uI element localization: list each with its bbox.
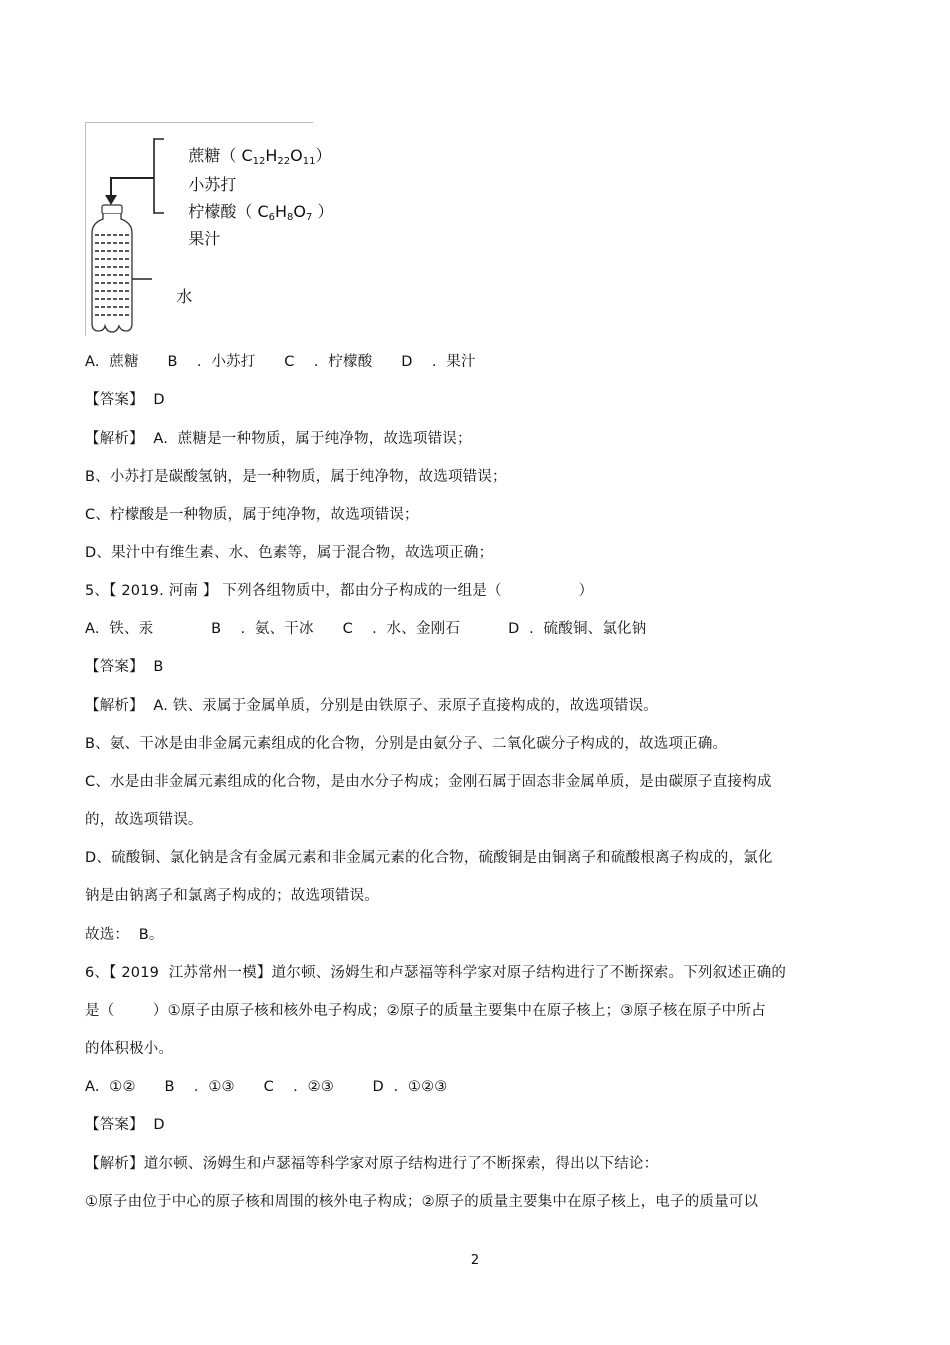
sucrose-c-sub: 12 (252, 156, 266, 167)
q4-answer: 【答案】 D (85, 392, 165, 408)
citric-h: H (275, 202, 288, 221)
label-juice (168, 212, 220, 266)
citric-text: 柠檬酸 (188, 202, 237, 221)
citric-o: O (293, 202, 306, 221)
citric-formula-close: ） (312, 202, 334, 221)
q4-analysis-a: 【解析】 A. 蔗糖是一种物质，属于纯净物，故选项错误； (85, 431, 472, 447)
q6-stem-cont: 是（ ）①原子由原子核和核外电子构成；②原子的质量主要集中在原子核上；③原子核在原子中所占 (85, 1003, 766, 1019)
ingredient-bracket (154, 139, 164, 213)
citric-c-sub: 6 (268, 212, 275, 223)
q5-analysis-c: C、水是由非金属元素组成的化合物，是由水分子构成；金刚石属于固态非金属单质，是由碳原子直接构成 (85, 774, 772, 790)
q4-analysis-c: C、柠檬酸是一种物质，属于纯净物，故选项错误； (85, 507, 419, 523)
q4-options: A. 蔗糖 B . 小苏打 C . 柠檬酸 D . 果汁 (85, 354, 476, 370)
label-water (156, 270, 192, 324)
sucrose-o-sub: 11 (302, 156, 316, 167)
q5-options: A. 铁、汞 B . 氨、干冰 C . 水、金刚石 D . 硫酸铜、氯化钠 (85, 621, 647, 637)
q5-conclusion: 故选： B。 (85, 927, 164, 943)
citric-c: C (257, 202, 269, 221)
juice-text: 果汁 (188, 229, 221, 248)
q5-analysis-d: D、硫酸铜、氯化钠是含有金属元素和非金属元素的化合物，硫酸铜是由铜离子和硫酸根离子构成的，氯化 (85, 850, 773, 866)
sucrose-formula-open: （ (220, 146, 242, 165)
q4-analysis-b: B、小苏打是碳酸氢钠，是一种物质，属于纯净物，故选项错误； (85, 469, 507, 485)
citric-o-sub: 7 (306, 212, 313, 223)
sucrose-formula-close: ） (315, 146, 332, 165)
q6-stem: 6、【 2019 江苏常州一模】道尔顿、汤姆生和卢瑟福等科学家对原子结构进行了不断探索。下列叙述正确的 (85, 965, 787, 981)
q5-answer: 【答案】 B (85, 659, 164, 675)
q5-analysis-c-cont: 的，故选项错误。 (85, 812, 203, 828)
bottle-figure (85, 122, 334, 336)
bottle-outline (92, 214, 132, 332)
page-number: 2 (470, 1253, 480, 1268)
bottle-cap (102, 205, 122, 214)
sucrose-c: C (241, 146, 253, 165)
sucrose-text: 蔗糖 (188, 146, 221, 165)
q5-analysis-b: B、氨、干冰是由非金属元素组成的化合物，分别是由氨分子、二氧化碳分子构成的，故选项正确。 (85, 736, 728, 752)
arrow-line (111, 178, 154, 197)
q6-analysis: 【解析】道尔顿、汤姆生和卢瑟福等科学家对原子结构进行了不断探索，得出以下结论： (85, 1156, 659, 1172)
arrow-head (105, 195, 117, 205)
citric-h-sub: 8 (287, 212, 294, 223)
q6-answer: 【答案】 D (85, 1117, 165, 1133)
water-text: 水 (176, 287, 193, 306)
q5-stem: 5、【 2019. 河南 】 下列各组物质中，都由分子构成的一组是（ ） (85, 583, 594, 599)
q6-options: A. ①② B . ①③ C . ②③ D . ①②③ (85, 1079, 448, 1095)
sucrose-h-sub: 22 (277, 156, 291, 167)
soda-text: 小苏打 (188, 175, 237, 194)
sucrose-h: H (265, 146, 278, 165)
sucrose-o: O (290, 146, 303, 165)
q4-analysis-d: D、果汁中有维生素、水、色素等，属于混合物，故选项正确； (85, 545, 494, 561)
q5-analysis-d-cont: 钠是由钠离子和氯离子构成的；故选项错误。 (85, 888, 379, 904)
q6-stem-end: 的体积极小。 (85, 1041, 174, 1057)
citric-formula-open: （ (236, 202, 258, 221)
q6-analysis-cont: ①原子由位于中心的原子核和周围的核外电子构成；②原子的质量主要集中在原子核上，电子的质量可以 (85, 1194, 759, 1210)
q5-analysis-a: 【解析】 A. 铁、汞属于金属单质，分别是由铁原子、汞原子直接构成的，故选项错误。 (85, 698, 658, 714)
